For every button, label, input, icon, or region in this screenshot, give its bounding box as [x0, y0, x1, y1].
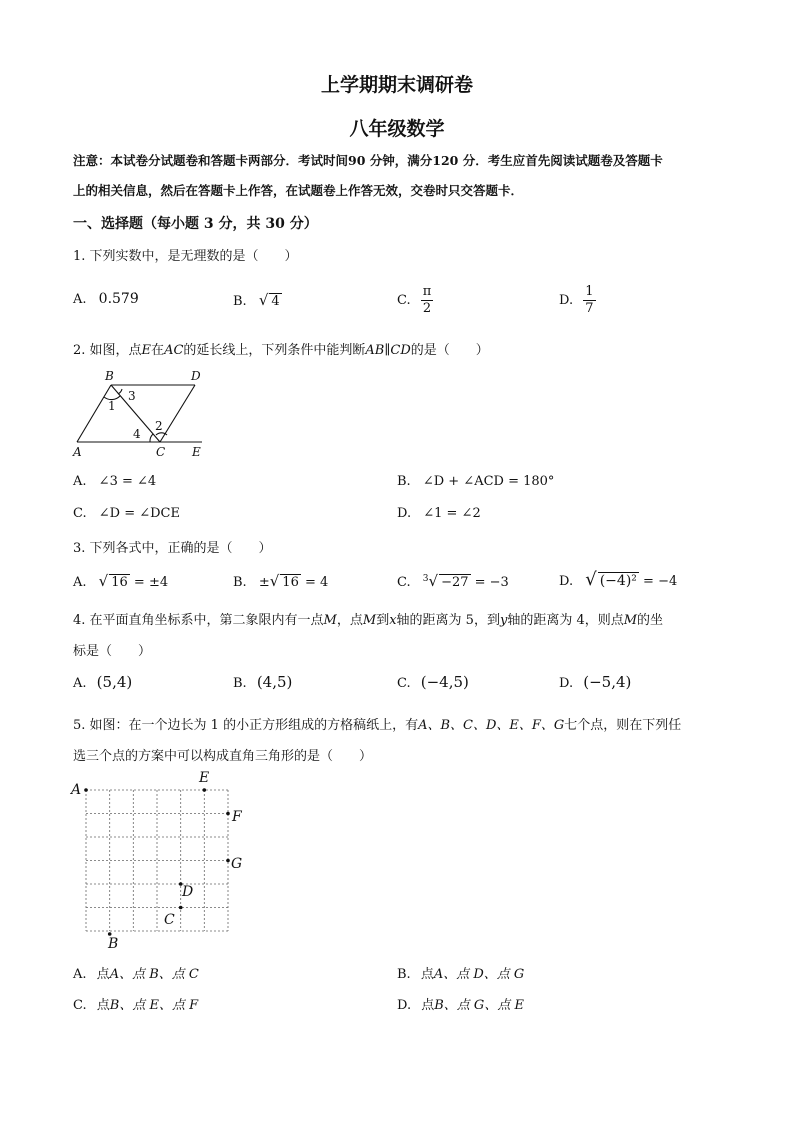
fig-label-e: E	[192, 445, 201, 459]
q1-c-numerator: π	[422, 284, 432, 299]
q4-option-a	[73, 673, 132, 691]
q3-d-label: D.	[559, 574, 574, 589]
page-subtitle: 八年级数学	[349, 118, 445, 140]
q1-stem: 1. 下列实数中，是无理数的是（ ）	[73, 249, 298, 264]
q3-c-label: C.	[397, 575, 411, 590]
q2-b-label: B.	[397, 474, 411, 489]
q1-a-value: 0.57̇9̇	[98, 291, 139, 307]
q3-d-radicand: (−4)²	[599, 573, 637, 589]
q4-y-axis: y	[499, 613, 508, 628]
grid-label-a: A	[71, 782, 82, 798]
q2-stem-post: 的是（ ）	[410, 343, 489, 358]
q5-line1-pre: 5. 如图：在一个边长为 1 的小正方形组成的方格稿纸上，有	[73, 718, 419, 733]
q4-line1-mid1: ，点	[336, 613, 363, 628]
q5-option-b	[397, 963, 524, 982]
q2-stem-mid1: 在	[151, 343, 165, 358]
q4-point-m-3: M	[623, 613, 638, 628]
q1-d-fraction	[583, 284, 595, 317]
section-title-choice: 一、选择题（每小题 3 分，共 30 分）	[73, 216, 318, 232]
q1-d-numerator: 1	[585, 284, 594, 299]
q1-option-a	[73, 291, 139, 307]
q3-c-radicand: −27	[441, 575, 469, 590]
q5-d-pre: 点	[421, 998, 435, 1013]
q4-line1-post: 的坐	[637, 613, 664, 628]
sqrt-icon: √	[258, 291, 269, 309]
q5-c-label: C.	[73, 998, 87, 1013]
q1-d-denominator: 7	[585, 301, 594, 316]
q5-d-text: B、点 G、点 E	[434, 998, 524, 1013]
q5-option-c	[73, 994, 198, 1013]
q5-stem-line-2: 选三个点的方案中可以构成直角三角形的是（ ）	[73, 749, 373, 764]
q4-a-label: A.	[73, 676, 87, 691]
q5-stem-line-1	[73, 714, 681, 733]
sqrt-icon: √	[98, 572, 109, 590]
q4-b-label: B.	[233, 676, 247, 691]
q4-d-text: (−5,4)	[583, 673, 632, 691]
q2-a-text: ∠3 = ∠4	[98, 474, 157, 489]
q3-c-index: 3	[422, 573, 429, 584]
q4-stem-line-1	[73, 609, 663, 628]
q5-b-text: A、点 D、点 G	[433, 967, 525, 982]
fig-label-a: A	[73, 445, 82, 459]
page-title: 上学期期末调研卷	[320, 74, 473, 96]
fig-label-d: D	[191, 369, 201, 383]
q2-d-text: ∠1 = ∠2	[423, 506, 481, 521]
fig-angle-2: 2	[155, 419, 163, 433]
fig-angle-1: 1	[108, 399, 116, 413]
q3-option-b	[233, 572, 328, 590]
q2-stem-ab-cd: AB∥CD	[365, 343, 411, 358]
q2-d-label: D.	[397, 506, 412, 521]
q3-option-d	[559, 569, 677, 590]
q2-stem-mid2: 的延长线上，下列条件中能判断	[183, 343, 366, 358]
point-g-dot	[226, 859, 230, 863]
q2-option-d	[397, 506, 481, 521]
q4-line1-mid4: 轴的距离为 4，则点	[507, 613, 624, 628]
q5-grid-figure	[68, 768, 258, 953]
grid-label-f: F	[232, 809, 242, 825]
q4-line1-pre: 4. 在平面直角坐标系中，第二象限内有一点	[73, 613, 324, 628]
q4-point-m-2: M	[362, 613, 377, 628]
q2-a-label: A.	[73, 474, 87, 489]
sqrt-icon: √	[585, 569, 597, 590]
q2-option-b	[397, 474, 554, 489]
q3-stem: 3. 下列各式中，正确的是（ ）	[73, 541, 272, 556]
q3-a-rest: = ±4	[133, 575, 169, 590]
q2-c-label: C.	[73, 506, 87, 521]
point-f-dot	[226, 812, 230, 816]
line-ab	[77, 385, 111, 442]
q4-b-text: (4,5)	[256, 673, 293, 691]
q4-stem-line-2: 标是（ ）	[73, 644, 152, 659]
q3-option-c	[397, 572, 509, 590]
grid-label-b: B	[108, 936, 119, 952]
q5-b-label: B.	[397, 967, 411, 982]
q4-option-b	[233, 673, 292, 691]
fig-angle-4: 4	[133, 427, 141, 441]
q3-option-a	[73, 572, 168, 590]
q4-x-axis: x	[389, 613, 397, 628]
q3-b-label: B.	[233, 575, 247, 590]
notice-line-1: 注意：本试卷分试题卷和答题卡两部分．考试时间90 分钟，满分120 分．考生应首先阅读试题卷及答题卡	[73, 153, 663, 168]
point-e-dot	[203, 788, 207, 792]
q2-c-text: ∠D = ∠DCE	[98, 506, 180, 521]
q1-c-fraction	[421, 284, 434, 317]
q1-c-denominator: 2	[422, 301, 432, 316]
q4-c-label: C.	[397, 676, 411, 691]
q3-b-rest: = 4	[304, 575, 329, 590]
q2-stem-ac: AC	[164, 343, 184, 358]
q5-b-pre: 点	[420, 967, 434, 982]
grid-label-e: E	[199, 770, 210, 786]
grid-label-g: G	[231, 856, 243, 872]
q5-c-pre: 点	[96, 998, 110, 1013]
q5-a-label: A.	[73, 967, 87, 982]
q2-option-c	[73, 506, 180, 521]
q1-option-d	[559, 284, 596, 317]
fig-angle-3: 3	[128, 389, 136, 403]
q4-point-m: M	[323, 613, 337, 628]
q5-d-label: D.	[397, 998, 412, 1013]
fig-label-b: B	[105, 369, 114, 383]
q4-option-c	[397, 673, 469, 691]
q1-option-b	[233, 291, 282, 309]
q1-b-label: B.	[233, 294, 247, 309]
q2-stem-pre: 2. 如图，点	[73, 343, 142, 358]
q4-line1-mid2: 到	[376, 613, 390, 628]
q4-d-label: D.	[559, 676, 574, 691]
dashed-grid	[86, 790, 228, 931]
point-a-dot	[84, 788, 88, 792]
angle-4-arc	[150, 434, 153, 442]
q5-c-text: B、点 E、点 F	[109, 998, 199, 1013]
q1-option-c	[397, 284, 433, 317]
cube-root-icon: √	[428, 572, 439, 590]
grid-label-d: D	[182, 884, 194, 900]
q4-c-text: (−4,5)	[420, 673, 469, 691]
q1-d-label: D.	[559, 293, 574, 308]
notice-line-2: 上的相关信息，然后在答题卡上作答，在试题卷上作答无效，交卷时只交答题卡．	[73, 183, 524, 198]
q3-a-label: A.	[73, 575, 87, 590]
q3-b-radicand: 16	[282, 575, 299, 590]
point-c-dot	[179, 906, 183, 910]
q1-a-label: A.	[73, 292, 87, 307]
q5-line1-post: 七个点，则在下列任	[564, 718, 682, 733]
fig-label-c: C	[156, 445, 166, 459]
q3-d-rest: = −4	[643, 574, 678, 589]
q3-a-radicand: 16	[111, 575, 128, 590]
q4-a-text: (5,4)	[96, 673, 133, 691]
q5-a-text: A、点 B、点 C	[109, 967, 199, 982]
q5-points-list: A、B、C、D、E、F、G	[418, 718, 565, 733]
sqrt-icon: √	[269, 572, 280, 590]
q3-c-rest: = −3	[474, 575, 509, 590]
angle-3-arc	[118, 389, 122, 394]
q2-b-text: ∠D + ∠ACD = 180°	[422, 474, 555, 489]
q4-option-d	[559, 673, 631, 691]
q1-c-label: C.	[397, 293, 411, 308]
q2-figure	[70, 365, 215, 460]
q2-option-a	[73, 474, 156, 489]
q2-stem	[73, 339, 489, 358]
q5-a-pre: 点	[96, 967, 110, 982]
grid-label-c: C	[164, 912, 175, 928]
q1-b-value: 4	[271, 294, 280, 309]
q5-option-d	[397, 994, 524, 1013]
q4-line1-mid3: 轴的距离为 5，到	[396, 613, 500, 628]
q3-b-pre: ±	[258, 575, 270, 590]
q5-option-a	[73, 963, 199, 982]
q2-stem-point-e: E	[141, 343, 152, 358]
